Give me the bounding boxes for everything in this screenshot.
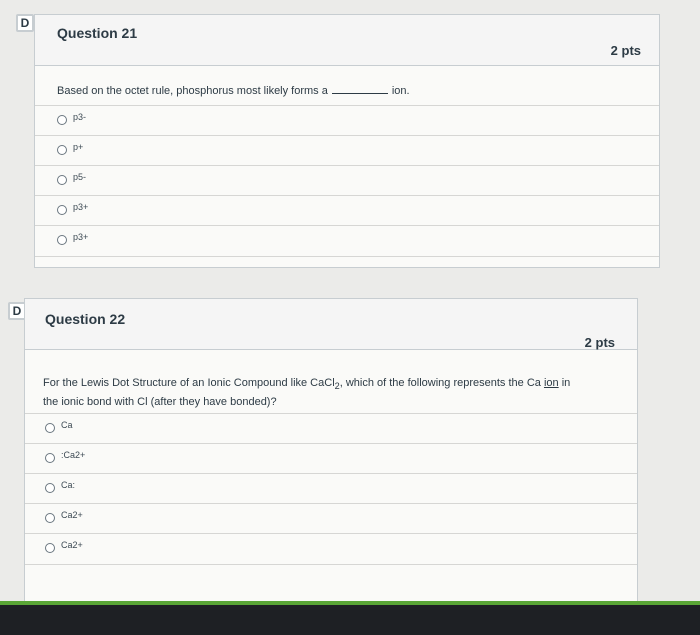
question-21-card <box>34 14 660 268</box>
question-21-option-2[interactable] <box>35 135 659 166</box>
question-22-option-5[interactable] <box>25 533 637 565</box>
question-22-option-3[interactable] <box>25 473 637 504</box>
question-21-option-1[interactable] <box>35 105 659 136</box>
option-label: p3- <box>73 112 87 122</box>
option-label: Ca2+ <box>61 540 83 550</box>
question-22-text-after: , which of the following represents the Ca <box>339 377 541 389</box>
question-21-option-4[interactable] <box>35 195 659 226</box>
option-label: p3+ <box>73 202 89 212</box>
question-22-text-line-1 <box>43 375 623 394</box>
flag-question-21-icon[interactable]: D <box>16 14 34 32</box>
flag-question-22-icon[interactable]: D <box>8 302 26 320</box>
question-22-text-end: in <box>561 377 571 389</box>
option-label: :Ca2+ <box>61 450 86 460</box>
question-22-title: Question 22 <box>45 311 126 327</box>
radio-button[interactable] <box>45 543 55 553</box>
question-22-text <box>43 375 623 410</box>
question-21-text-after: ion. <box>391 85 410 97</box>
question-21-text-before: Based on the octet rule, phosphorus most likely forms a <box>57 85 328 97</box>
radio-button[interactable] <box>57 175 67 185</box>
option-label: p+ <box>73 142 84 152</box>
question-21-points: 2 pts <box>610 43 641 58</box>
radio-button[interactable] <box>45 423 55 433</box>
radio-button[interactable] <box>57 205 67 215</box>
screen-bezel <box>0 605 700 635</box>
question-22-points: 2 pts <box>584 335 615 350</box>
question-22-option-4[interactable] <box>25 503 637 534</box>
option-label: p5- <box>73 172 87 182</box>
question-22-card <box>24 298 638 604</box>
option-label: Ca2+ <box>61 510 83 520</box>
radio-button[interactable] <box>57 145 67 155</box>
radio-button[interactable] <box>45 483 55 493</box>
radio-button[interactable] <box>45 513 55 523</box>
question-22-subscript: 2 <box>334 381 340 392</box>
question-22-text-line-2: the ionic bond with Cl (after they have bonded)? <box>43 396 277 409</box>
question-21-title: Question 21 <box>57 25 138 41</box>
question-22-option-1[interactable] <box>25 413 637 444</box>
question-21-option-5[interactable] <box>35 225 659 257</box>
question-22-text-before: For the Lewis Dot Structure of an Ionic Compound like CaCl <box>43 377 335 389</box>
answer-blank <box>332 93 388 94</box>
ion-link[interactable]: ion <box>543 377 559 389</box>
radio-button[interactable] <box>57 115 67 125</box>
option-label: p3+ <box>73 232 89 242</box>
radio-button[interactable] <box>57 235 67 245</box>
question-21-option-3[interactable] <box>35 165 659 196</box>
option-label: Ca: <box>61 480 76 490</box>
question-21-text <box>57 83 637 99</box>
radio-button[interactable] <box>45 453 55 463</box>
option-label: Ca <box>61 420 73 430</box>
question-22-option-2[interactable] <box>25 443 637 474</box>
